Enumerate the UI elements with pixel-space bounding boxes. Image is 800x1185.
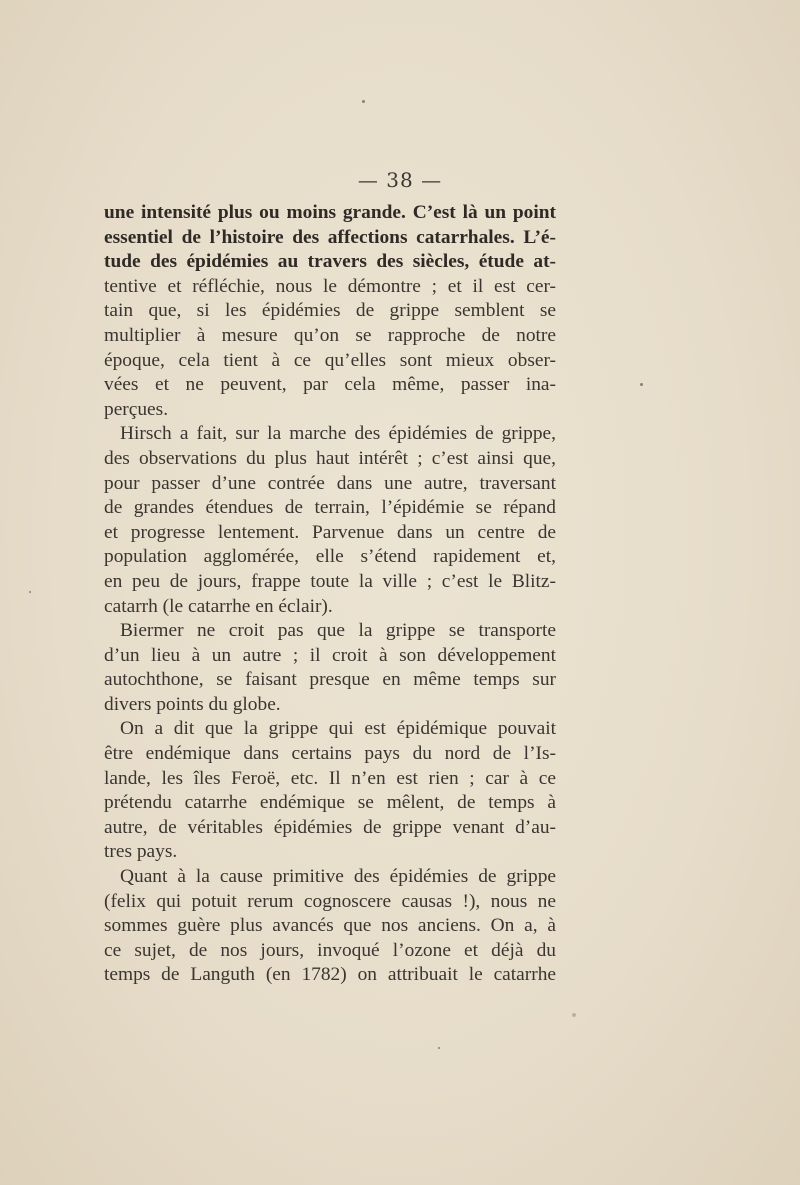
page-number: — 38 — <box>357 168 443 192</box>
text-line: multiplier à mesure qu’on se rapproche de notre <box>104 324 556 346</box>
paper-speck <box>438 1047 440 1049</box>
text-line: en peu de jours, frappe toute la ville ; c’est le Blitz- <box>104 570 556 592</box>
text-line: population agglomérée, elle s’étend rapidement et, <box>104 546 556 568</box>
text-line: de grandes étendues de terrain, l’épidémie se répand <box>104 497 556 519</box>
text-line: tain que, si les épidémies de grippe semblent se <box>104 300 556 322</box>
text-line: tres pays. <box>104 841 178 863</box>
text-line: tude des épidémies au travers des siècles, étude at- <box>104 251 556 273</box>
text-line: perçues. <box>104 398 169 420</box>
text-line: On a dit que la grippe qui est épidémique pouvait <box>120 718 556 740</box>
body-text <box>104 201 556 988</box>
paper-speck <box>362 100 365 103</box>
text-line: autochthone, se faisant presque en même temps sur <box>104 669 556 691</box>
text-line: vées et ne peuvent, par cela même, passer ina- <box>104 374 556 396</box>
text-line: une intensité plus ou moins grande. C’est là un point <box>104 202 556 223</box>
text-line: et progresse lentement. Parvenue dans un centre de <box>104 521 556 543</box>
text-line: divers points du globe. <box>104 693 281 715</box>
paper-speck <box>572 1013 576 1017</box>
text-line: des observations du plus haut intérêt ; c’est ainsi que, <box>104 447 556 469</box>
text-line: être endémique dans certains pays du nord de l’Is- <box>104 743 556 765</box>
text-line: pour passer d’une contrée dans une autre, traversant <box>104 472 556 494</box>
text-line: prétendu catarrhe endémique se mêlent, de temps à <box>104 792 556 814</box>
text-line: d’un lieu à un autre ; il croit à son développement <box>104 644 556 666</box>
text-line: essentiel de l’histoire des affections catarrhales. L’é- <box>104 226 556 248</box>
text-line: autre, de véritables épidémies de grippe venant d’au- <box>104 816 556 838</box>
paper-speck <box>640 383 643 386</box>
text-line: tentive et réfléchie, nous le démontre ; et il est cer- <box>104 275 556 297</box>
text-line: temps de Languth (en 1782) on attribuait le catarrhe <box>104 964 556 986</box>
text-line: Biermer ne croit pas que la grippe se transporte <box>120 620 556 642</box>
text-line: Quant à la cause primitive des épidémies de grippe <box>120 866 556 888</box>
text-line: catarrh (le catarrhe en éclair). <box>104 595 333 617</box>
text-line: époque, cela tient à ce qu’elles sont mieux obser- <box>104 349 556 371</box>
text-line: ce sujet, de nos jours, invoqué l’ozone et déjà du <box>104 939 556 961</box>
paper-speck <box>29 591 31 593</box>
text-line: Hirsch a fait, sur la marche des épidémies de grippe, <box>120 423 556 445</box>
text-line: (felix qui potuit rerum cognoscere causas !), nous ne <box>104 890 556 912</box>
text-line: lande, les îles Feroë, etc. Il n’en est rien ; car à ce <box>104 767 556 789</box>
text-line: sommes guère plus avancés que nos anciens. On a, à <box>104 915 556 937</box>
